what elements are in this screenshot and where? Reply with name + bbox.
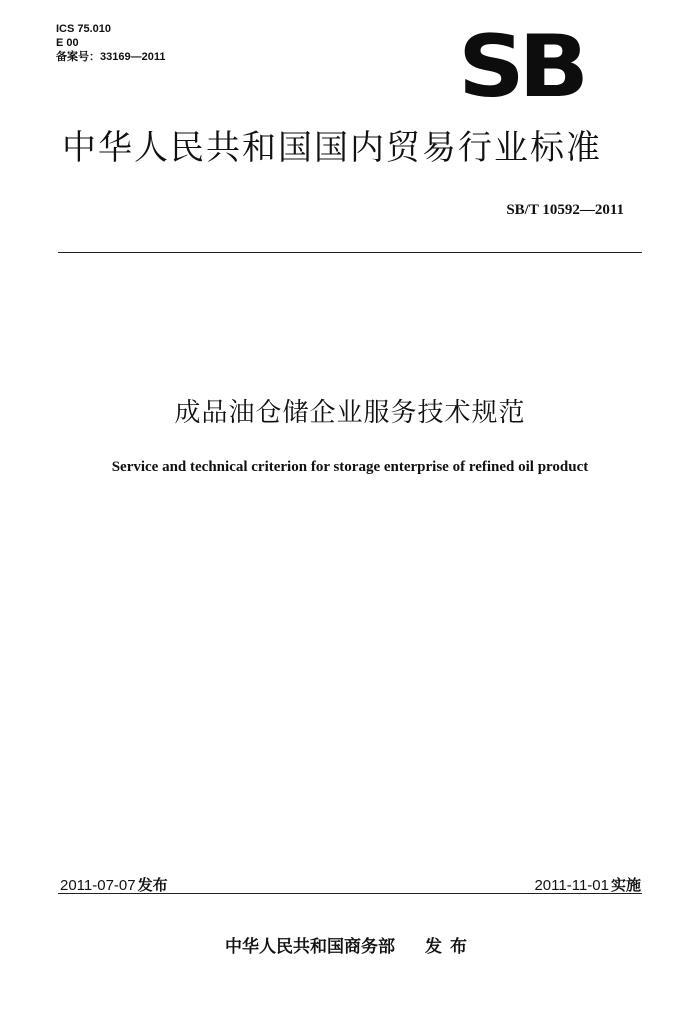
document-title-en: Service and technical criterion for storage enterprise of refined oil product: [111, 459, 589, 475]
document-meta: [56, 22, 165, 64]
bottom-divider: [58, 893, 642, 894]
issue-label: 发布: [137, 876, 168, 894]
issuer-name: 中华人民共和国商务部: [225, 937, 395, 957]
document-title-zh: 成品油仓储企业服务技术规范: [174, 398, 526, 428]
standard-number: SB/T 10592—2011: [506, 202, 624, 218]
issue-date-line: [60, 874, 168, 895]
ccs-code: E 00: [56, 37, 79, 49]
implementation-label: 实施: [610, 876, 641, 894]
issue-date: 2011-07-07: [60, 877, 136, 894]
sb-logo: SB: [458, 17, 583, 117]
industry-standard-title: 中华人民共和国国内贸易行业标准: [62, 128, 602, 168]
ics-code: ICS 75.010: [56, 23, 112, 35]
record-number: 备案号：33169—2011: [56, 51, 166, 63]
implementation-date-line: [534, 874, 641, 895]
implementation-date: 2011-11-01: [534, 877, 609, 894]
top-divider: [58, 252, 642, 253]
issuer-line: [0, 932, 700, 957]
issuer-action: 发布: [425, 937, 475, 957]
